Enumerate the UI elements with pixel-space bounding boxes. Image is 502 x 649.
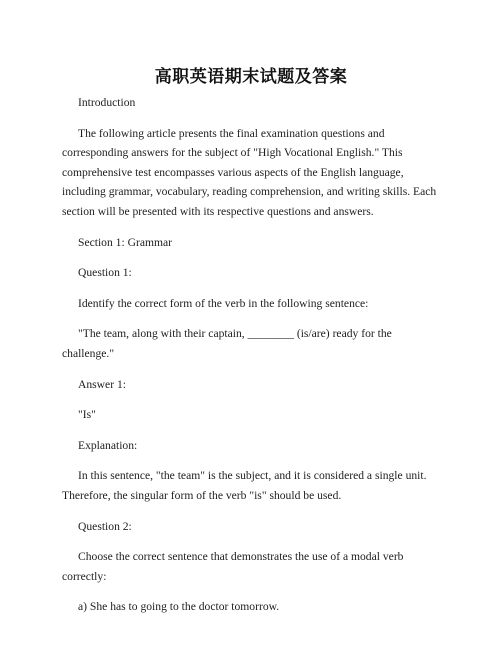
question-label: Question 1: bbox=[78, 266, 132, 280]
answer-text: "Is" bbox=[78, 408, 96, 422]
explanation-text: In this sentence, "the team" is the subject, and it is considered a single unit. Therefore, the singular form of the verb "is" should be used. bbox=[62, 469, 427, 502]
question-text: Choose the correct sentence that demonstrates the use of a modal verb correctly: bbox=[62, 550, 404, 583]
answer-label: Answer 1: bbox=[78, 377, 126, 391]
explanation-label: Explanation: bbox=[78, 438, 138, 452]
question-sentence: "The team, along with their captain, ________ (is/are) ready for the challenge." bbox=[62, 327, 392, 360]
question-text: Identify the correct form of the verb in the following sentence: bbox=[78, 296, 369, 310]
intro-paragraph: The following article presents the final examination questions and corresponding answers for the subject of "High Vocational English." This comprehensive test encompasses various aspects of the English language, including grammar, vocabulary, reading comprehension, and writing skills. Each section will be presented with its respective questions and answers. bbox=[62, 126, 437, 218]
heading-introduction: Introduction bbox=[78, 96, 136, 109]
question-label: Question 2: bbox=[78, 519, 132, 533]
document-body bbox=[62, 93, 444, 628]
document-title: 高职英语期末试题及答案 bbox=[154, 67, 348, 87]
section-heading: Section 1: Grammar bbox=[78, 235, 173, 249]
answer-option: a) She has to going to the doctor tomorrow. bbox=[78, 600, 280, 614]
